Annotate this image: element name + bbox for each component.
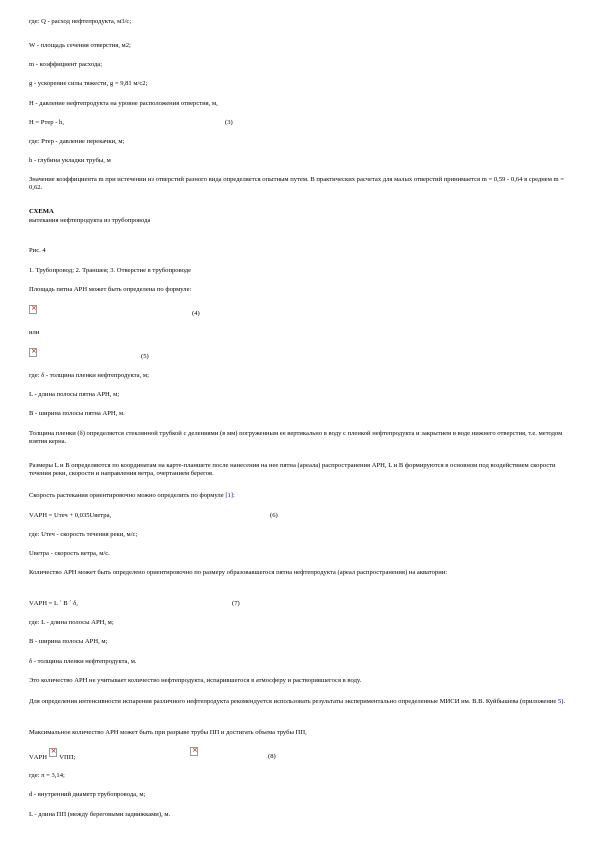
figure-legend: 1. Трубопровод; 2. Траншея; 3. Отверстие в трубопроводе	[29, 267, 192, 274]
text-line: m - коэффициент расхода;	[29, 61, 103, 68]
text-line	[29, 492, 235, 500]
text-paragraph: Количество АРН может быть определено ориентировочно по размеру образовавшегося пятна нефтепродукта (ареал распространения) на акватории:	[29, 569, 448, 576]
text-line: Площадь пятна АРН может быть определена по формуле:	[29, 286, 192, 293]
text-line: Это количество АРН не учитывает количество нефтепродукта, испарившегося в атмосферу и растворившегося в воду.	[29, 677, 362, 684]
broken-image-icon	[49, 748, 57, 757]
text-line: L - длина ПП (между береговыми задвижками), м.	[29, 811, 171, 818]
text-fragment: VАРН	[29, 754, 47, 761]
text-line: g - ускорение силы тяжести, g = 9,81 м/с2;	[29, 80, 148, 87]
text-line: B - ширина полосы пятна АРН, м.	[29, 410, 125, 417]
text-paragraph: Размеры L и B определяются по координатам на карте-планшете после нанесения на нее пятна (ареала) распространения АРН, L и B формируются в основном под воздействием скорости течения реки, скорости и направления ветра, очертанием берегов.	[29, 462, 556, 477]
equation-number: (5)	[141, 353, 149, 360]
text-fragment: Для определения интенсивности испарения различного нефтепродукта рекомендуется использовать результаты экспериментально определенные МИСИ им. В.В. Куйбышева (приложение	[29, 698, 558, 705]
equation-number: (3)	[225, 119, 233, 126]
text-line: Максимальное количество АРН может быть при разрыве трубы ПП и достигать объема трубы ПП,	[29, 729, 307, 736]
text-line: или	[29, 329, 40, 336]
text-fragment: :	[233, 492, 235, 499]
formula-line: VАРН = Uтеч + 0,035Uветра,	[29, 512, 112, 519]
equation-number: (7)	[232, 600, 240, 607]
text-line: где: Pтер - давление перекачки, м;	[29, 138, 125, 145]
appendix-link[interactable]: 5	[557, 698, 562, 705]
equation-number: (6)	[270, 512, 278, 519]
broken-image-icon	[29, 305, 37, 314]
text-paragraph	[29, 698, 569, 706]
text-line: Uветра - скорость ветра, м/с.	[29, 550, 110, 557]
broken-image-icon	[29, 348, 37, 357]
text-line: d - внутренний диаметр трубопровода, м;	[29, 791, 146, 798]
text-line: h - глубина укладки трубы, м	[29, 157, 111, 164]
reference-link[interactable]: [1]	[225, 492, 234, 499]
text-line: где: δ - толщина пленки нефтепродукта, м;	[29, 372, 149, 379]
equation-number: (4)	[192, 310, 200, 317]
formula-line: VАРН = L ´ B ´ δ,	[29, 600, 78, 607]
text-line: B - ширина полосы АРН, м;	[29, 638, 108, 645]
scheme-subtitle: вытекания нефтепродукта из трубопровода	[29, 217, 151, 224]
text-line: W - площадь сечения отверстия, м2;	[29, 42, 131, 49]
text-line: δ - толщина пленки нефтепродукта, м.	[29, 658, 137, 665]
formula-line	[29, 752, 75, 762]
text-line: где: L - длина полосы АРН, м;	[29, 619, 114, 626]
text-fragment: ).	[561, 698, 566, 705]
text-line: где: π = 3,14;	[29, 772, 65, 779]
figure-caption: Рис. 4	[29, 247, 46, 254]
text-line: где: Q - расход нефтепродукта, м3/с;	[29, 18, 132, 25]
formula-line: H = Pтер - h,	[29, 119, 64, 126]
text-line: L - длина полосы пятна АРН, м;	[29, 391, 120, 398]
text-fragment: Скорость растекания ориентировочно можно определить по формуле	[29, 492, 226, 499]
text-line: H - давление нефтепродукта на уровне расположения отверстия, м,	[29, 100, 218, 107]
broken-image-icon	[190, 747, 198, 756]
text-paragraph: Значение коэффициента m при истечении из отверстий разного вида определяется опытным путем. В практических расчетах для малых отверстий принимается m = 0,59 - 0,64 в среднем m = 0,62.	[29, 176, 565, 191]
text-line: где: Uтеч - скорость течения реки, м/с;	[29, 531, 138, 538]
equation-number: (8)	[268, 753, 276, 760]
text-paragraph: Толщина пленки (δ) определяется стеклянной трубкой с делениями (в мм) погруженным ее вертикально в воду с пленкой нефтепродукта и закрытием в воде нижнего отверстия, т.е. методом взятия керна.	[29, 430, 563, 445]
text-fragment: VПП;	[59, 754, 76, 761]
scheme-title: СХЕМА	[29, 208, 54, 215]
